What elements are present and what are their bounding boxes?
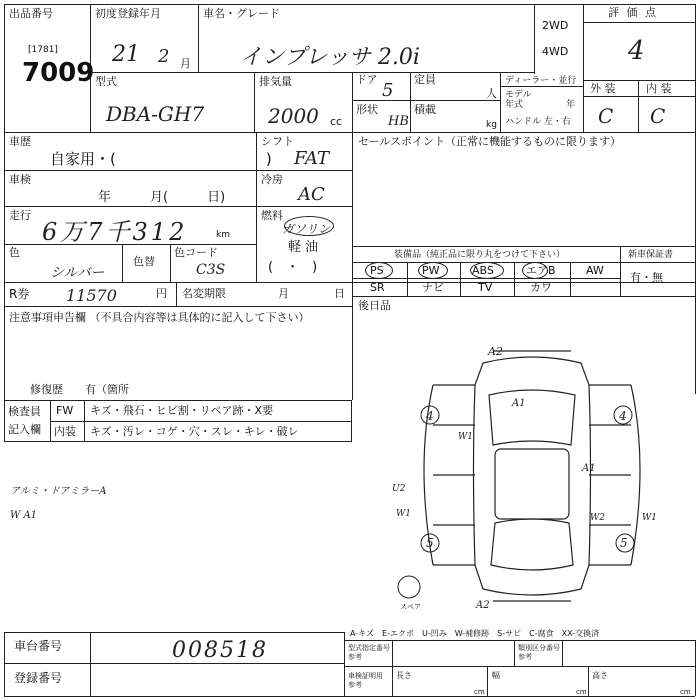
damage-mark-rear: A2: [476, 600, 490, 611]
history-value: 自家用・( ): [50, 150, 272, 168]
displacement-value: 2000: [268, 104, 319, 128]
year-unit: 年: [566, 100, 576, 110]
repair-history-label: 修復歴 有（箇所: [30, 383, 129, 396]
inspector-interior-label: 内装: [54, 425, 76, 438]
displacement-label: 排気量: [259, 75, 292, 88]
damage-mark-front: A2: [488, 345, 503, 358]
fuel-label: 燃料: [261, 209, 283, 222]
frame-top: [4, 4, 696, 5]
warranty-label: 新車保証書: [628, 250, 674, 260]
height-unit: cm: [680, 688, 691, 696]
model-name-label: 車名・グレード: [203, 7, 280, 20]
frame-right: [695, 4, 696, 394]
fuel-circle-mark: [284, 216, 334, 236]
damage-mark-front-fender-left: W1: [458, 432, 473, 442]
shape-label: 形状: [356, 103, 378, 116]
chassis-number-value: 008518: [172, 638, 268, 663]
ac-value: AC: [298, 184, 325, 205]
exterior-grade: C: [598, 104, 614, 128]
inspector-interior-text: キズ・汚レ・コゲ・穴・スレ・キレ・破レ: [90, 425, 299, 438]
windshield: [489, 390, 575, 445]
roof: [495, 449, 569, 519]
inspector-fw-label: FW: [56, 404, 74, 417]
sales-point-label: セールスポイント（正常に機能するものに限ります）: [358, 135, 622, 148]
equipment-title: 装備品（純正品に限り丸をつけて下さい）: [394, 250, 566, 260]
history-label: 車歴: [9, 135, 31, 148]
rating-label: 評 価 点: [608, 6, 658, 19]
handle-label: ハンドル 左・右: [505, 117, 571, 127]
name-change-label: 名変期限: [182, 287, 226, 300]
color-code-label: 色コード: [174, 246, 218, 259]
load-label: 積載: [414, 103, 436, 116]
inspector-label-2: 記入欄: [8, 423, 41, 436]
drive-4wd: 4WD: [542, 45, 569, 58]
equip-leather: カワ: [530, 281, 552, 294]
lot-number: 7009: [22, 58, 95, 88]
fuel-diesel: 軽 油: [288, 240, 319, 255]
equip-pw-circle: [418, 262, 448, 279]
mileage-value: 6万7千312: [42, 218, 188, 246]
certificate-label: 車検証明用 参考: [348, 672, 383, 689]
type-label: 型式: [95, 75, 117, 88]
color-label: 色: [9, 246, 20, 259]
exterior-label: 外 装: [590, 82, 616, 95]
width-label: 幅: [492, 671, 500, 680]
warranty-value: 有・無: [630, 271, 663, 284]
equip-aw: AW: [586, 264, 604, 277]
fuel-gasoline: ガソリン: [282, 222, 331, 236]
model-year-label: モデル 年式: [505, 90, 532, 110]
shift-label: シフト: [261, 135, 294, 148]
displacement-unit: cc: [330, 115, 343, 128]
repaint-label: 色替: [133, 255, 155, 268]
interior-grade: C: [650, 104, 666, 128]
lot-code: [1781]: [28, 45, 58, 55]
damage-mark-right-rear: W2: [590, 513, 605, 523]
length-label: 長さ: [396, 671, 412, 680]
shift-value: FAT: [294, 148, 329, 169]
designated-number-label: 型式指定番号 参考: [348, 644, 390, 661]
damage-legend: A-キズ E-エクボ U-凹み W-補修跡 S-サビ C-腐食 XX-交換済: [350, 629, 600, 638]
equip-tv: TV: [478, 281, 493, 294]
equip-abs-circle: [470, 262, 504, 279]
inspection-label: 車検: [9, 173, 31, 186]
dealer-label: ディーラー・並行: [505, 76, 577, 86]
first-registration-month: 2: [158, 46, 170, 67]
month-unit: 月: [180, 57, 191, 70]
interior-label: 内 装: [646, 82, 672, 95]
equip-abs: ABS: [472, 264, 494, 277]
remarks-line-2: W A1: [10, 510, 38, 521]
equip-ps-circle: [365, 262, 393, 279]
frame-left: [4, 4, 5, 400]
inspection-value: 年 月( 日): [98, 190, 226, 205]
damage-mark-left-rear: W1: [396, 509, 411, 519]
equip-airbag: エアB: [526, 264, 556, 277]
rating-value: 4: [628, 36, 645, 66]
damage-mark-right-quarter: W1: [642, 513, 657, 523]
name-change-month: 月: [278, 287, 289, 300]
first-registration-label: 初度登録年月: [95, 7, 161, 20]
inspector-fw-text: キズ・飛石・ヒビ割・リペア跡・X要: [90, 404, 274, 417]
equip-sr: SR: [370, 281, 385, 294]
damage-mark-front-right-wheel: 4: [619, 409, 627, 423]
drive-2wd: 2WD: [542, 19, 569, 32]
damage-mark-left-door: U2: [392, 484, 406, 494]
price-unit: 円: [156, 287, 167, 300]
damage-mark-front-left-wheel: 4: [426, 409, 434, 423]
spare-tire: [398, 576, 420, 598]
mileage-unit: km: [216, 230, 230, 240]
price-label: R券: [9, 287, 30, 301]
load-unit: kg: [486, 120, 497, 130]
lot-number-label: 出品番号: [9, 7, 53, 20]
capacity-unit: 人: [486, 87, 497, 100]
shape-value: HB: [388, 114, 409, 129]
color-code-value: C3S: [196, 262, 226, 278]
spare-label: スペア: [400, 603, 421, 611]
equip-navi: ナビ: [422, 281, 444, 294]
height-label: 高さ: [592, 671, 608, 680]
name-change-day: 日: [334, 287, 345, 300]
notes-label: 注意事項申告欄 （不具合内容等は具体的に記入して下さい）: [9, 311, 310, 324]
color-value: シルバー: [50, 265, 105, 281]
price-value: 11570: [66, 286, 117, 305]
equip-airbag-circle: [522, 262, 548, 279]
rear-window: [491, 519, 573, 570]
model-name: インプレッサ 2.0i: [240, 45, 420, 70]
door-label: ドア: [356, 73, 378, 86]
damage-mark-rear-right-wheel: 5: [620, 536, 628, 550]
car-damage-diagram: [375, 345, 690, 615]
first-registration-year: 21: [112, 42, 140, 67]
equip-ps: PS: [370, 264, 384, 277]
capacity-label: 定員: [414, 73, 436, 86]
equip-pw: PW: [422, 264, 440, 277]
type-value: DBA-GH7: [106, 102, 205, 126]
category-number-label: 類別区分番号 参考: [518, 644, 560, 661]
chassis-number-label: 車台番号: [14, 639, 63, 653]
damage-mark-right-door: A1: [582, 463, 596, 474]
inspector-label-1: 検査員: [8, 405, 41, 418]
width-unit: cm: [576, 688, 587, 696]
mileage-label: 走行: [9, 209, 31, 222]
door-value: 5: [382, 80, 394, 101]
damage-mark-rear-left-wheel: 5: [426, 536, 434, 550]
length-unit: cm: [474, 688, 485, 696]
registration-number-label: 登録番号: [14, 671, 63, 685]
ac-label: 冷房: [261, 173, 283, 186]
damage-mark-hood: A1: [512, 398, 526, 409]
after-delivery-label: 後日品: [358, 299, 391, 312]
fuel-other: ( ・ ): [268, 260, 318, 275]
remarks-line-1: アルミ・ドアミラーA: [10, 486, 107, 497]
